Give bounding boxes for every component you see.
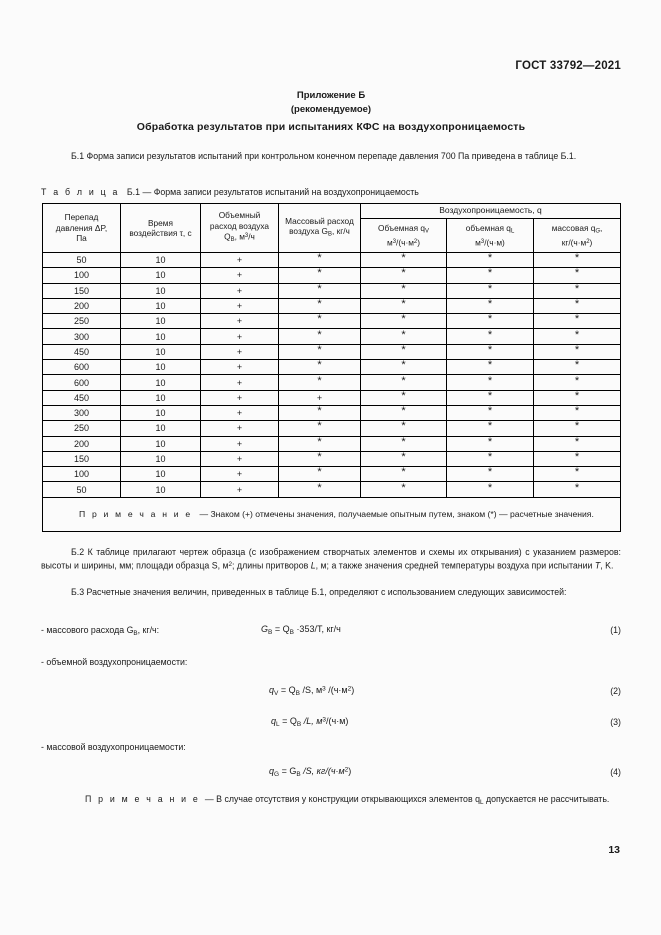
cell-volume-flow: +: [201, 421, 279, 436]
table-row: [43, 344, 621, 359]
formula-3: $q_L = Q_В$ /L, $м^3/(ч\cdot м)$: [271, 716, 349, 728]
cell-time: 10: [121, 390, 201, 405]
cell-ql: *: [447, 314, 534, 329]
cell-qv: *: [361, 268, 447, 283]
cell-pressure: 50: [43, 482, 121, 497]
cell-volume-flow: +: [201, 451, 279, 466]
cell-ql: *: [447, 390, 534, 405]
cell-ql: *: [447, 451, 534, 466]
cell-qg: *: [534, 375, 621, 390]
cell-ql: *: [447, 283, 534, 298]
cell-ql: *: [447, 268, 534, 283]
cell-qg: *: [534, 451, 621, 466]
cell-ql: *: [447, 405, 534, 420]
cell-qv: *: [361, 375, 447, 390]
page-number: 13: [608, 844, 620, 856]
formula-lead-3: - массовой воздухопроницаемости:: [41, 742, 186, 752]
header-permeability-group: Воздухопроницаемость, q: [361, 204, 621, 219]
table-row: [43, 451, 621, 466]
table-row: [43, 314, 621, 329]
cell-pressure: 200: [43, 436, 121, 451]
cell-qv: *: [361, 451, 447, 466]
cell-qv: *: [361, 298, 447, 313]
cell-volume-flow: +: [201, 375, 279, 390]
cell-qg: *: [534, 298, 621, 313]
cell-qv: *: [361, 314, 447, 329]
cell-time: 10: [121, 375, 201, 390]
table-row: [43, 253, 621, 268]
table-row: [43, 360, 621, 375]
cell-time: 10: [121, 344, 201, 359]
cell-qv: *: [361, 283, 447, 298]
cell-volume-flow: +: [201, 436, 279, 451]
cell-qv: *: [361, 253, 447, 268]
table-row: [43, 268, 621, 283]
cell-volume-flow: +: [201, 390, 279, 405]
cell-time: 10: [121, 467, 201, 482]
cell-volume-flow: +: [201, 405, 279, 420]
cell-mass-flow: *: [279, 360, 361, 375]
table-row: [43, 405, 621, 420]
cell-pressure: 450: [43, 344, 121, 359]
cell-pressure: 300: [43, 329, 121, 344]
cell-mass-flow: *: [279, 436, 361, 451]
cell-qv: *: [361, 390, 447, 405]
appendix-label: Приложение Б: [296, 90, 366, 101]
cell-volume-flow: +: [201, 298, 279, 313]
table-row: [43, 436, 621, 451]
cell-mass-flow: *: [279, 482, 361, 497]
formula-lead-1: - массового расхода $G_В$, кг/ч:: [41, 625, 160, 637]
page-title: Обработка результатов при испытаниях КФС на воздухопроницаемость: [136, 121, 526, 133]
cell-mass-flow: *: [279, 405, 361, 420]
cell-time: 10: [121, 405, 201, 420]
equation-number-1: (1): [610, 625, 621, 635]
table-caption: [41, 187, 419, 197]
header-volume-flow: Объемный расход воздуха $Q_В$, $м^3/ч$: [201, 204, 279, 253]
cell-mass-flow: *: [279, 253, 361, 268]
table-row: [43, 329, 621, 344]
cell-pressure: 250: [43, 421, 121, 436]
cell-time: 10: [121, 360, 201, 375]
cell-mass-flow: *: [279, 421, 361, 436]
table-row: [43, 298, 621, 313]
cell-qv: *: [361, 344, 447, 359]
results-table: [42, 203, 621, 532]
final-note-label: П р и м е ч а н и е: [85, 794, 201, 804]
cell-volume-flow: +: [201, 482, 279, 497]
table-row: [43, 375, 621, 390]
cell-time: 10: [121, 482, 201, 497]
cell-mass-flow: *: [279, 375, 361, 390]
table-caption-prefix: Т а б л и ц а: [41, 187, 120, 197]
cell-qg: *: [534, 405, 621, 420]
cell-ql: *: [447, 421, 534, 436]
cell-pressure: 50: [43, 253, 121, 268]
header-ql: объемная $q_L$ $м^3/(ч\cdot м)$: [447, 218, 534, 252]
cell-ql: *: [447, 344, 534, 359]
cell-volume-flow: +: [201, 344, 279, 359]
table-body: [43, 253, 621, 498]
cell-time: 10: [121, 421, 201, 436]
table-caption-number: Б.1: [126, 187, 141, 197]
cell-qg: *: [534, 436, 621, 451]
cell-mass-flow: *: [279, 298, 361, 313]
table-row: [43, 283, 621, 298]
cell-time: 10: [121, 436, 201, 451]
cell-volume-flow: +: [201, 314, 279, 329]
table-note-label: П р и м е ч а н и е: [79, 508, 193, 519]
cell-pressure: 100: [43, 467, 121, 482]
table-caption-text: — Форма записи результатов испытаний на воздухопроницаемость: [142, 187, 419, 197]
cell-ql: *: [447, 360, 534, 375]
cell-qg: *: [534, 390, 621, 405]
cell-qv: *: [361, 421, 447, 436]
cell-volume-flow: +: [201, 329, 279, 344]
cell-ql: *: [447, 436, 534, 451]
table-note-row: [43, 497, 621, 531]
paragraph-b1: [41, 150, 621, 163]
cell-time: 10: [121, 314, 201, 329]
cell-time: 10: [121, 268, 201, 283]
table-note: [43, 497, 621, 531]
cell-qg: *: [534, 329, 621, 344]
header-mass-flow: Массовый расход воздуха $G_В$, кг/ч: [279, 204, 361, 253]
cell-qg: *: [534, 314, 621, 329]
cell-mass-flow: *: [279, 314, 361, 329]
cell-qv: *: [361, 405, 447, 420]
cell-mass-flow: *: [279, 344, 361, 359]
header-qv: Объемная $q_V$ $м^3/(ч\cdot м^2)$: [361, 218, 447, 252]
table-row: [43, 390, 621, 405]
cell-pressure: 250: [43, 314, 121, 329]
cell-pressure: 150: [43, 451, 121, 466]
equation-number-2: (2): [610, 686, 621, 696]
table-row: [43, 482, 621, 497]
equation-number-4: (4): [610, 767, 621, 777]
cell-time: 10: [121, 298, 201, 313]
cell-qv: *: [361, 329, 447, 344]
final-note: П р и м е ч а н и е — В случае отсутствия у конструкции открывающихся элементов $q_L$ допускается не рассчитывать.: [85, 794, 610, 806]
cell-pressure: 600: [43, 375, 121, 390]
paragraph-b3-text: Б.3 Расчетные значения величин, приведенных в таблице Б.1, определяют с использованием следующих зависимостей:: [71, 587, 567, 597]
cell-mass-flow: *: [279, 283, 361, 298]
appendix-heading: [41, 89, 621, 117]
table-row: [43, 467, 621, 482]
cell-time: 10: [121, 253, 201, 268]
cell-qg: *: [534, 253, 621, 268]
cell-time: 10: [121, 283, 201, 298]
cell-volume-flow: +: [201, 268, 279, 283]
header-qg: массовая $q_G$, $кг/(ч\cdot м^2)$: [534, 218, 621, 252]
paragraph-b1-text: Б.1 Форма записи результатов испытаний при контрольном конечном перепаде давления 700 Па приведена в таблице Б.1.: [71, 151, 577, 161]
cell-ql: *: [447, 329, 534, 344]
cell-qg: *: [534, 421, 621, 436]
table-row: [43, 421, 621, 436]
formula-lead-2: - объемной воздухопроницаемости:: [41, 657, 188, 667]
standard-header: ГОСТ 33792—2021: [515, 60, 621, 72]
cell-ql: *: [447, 482, 534, 497]
table-note-text: — Знаком (+) отмечены значения, получаемые опытным путем, знаком (*) — расчетные значения.: [199, 508, 594, 519]
cell-qv: *: [361, 360, 447, 375]
cell-qg: *: [534, 344, 621, 359]
paragraph-b3: [41, 586, 621, 599]
cell-mass-flow: +: [279, 390, 361, 405]
cell-ql: *: [447, 253, 534, 268]
cell-time: 10: [121, 329, 201, 344]
cell-volume-flow: +: [201, 467, 279, 482]
formula-1: $G_В = Q_В \cdot 353/T$, кг/ч: [261, 624, 341, 636]
cell-ql: *: [447, 375, 534, 390]
cell-pressure: 300: [43, 405, 121, 420]
cell-mass-flow: *: [279, 329, 361, 344]
cell-volume-flow: +: [201, 283, 279, 298]
header-pressure: Перепад давления ΔP, Па: [43, 204, 121, 253]
cell-qv: *: [361, 467, 447, 482]
cell-qv: *: [361, 482, 447, 497]
cell-qg: *: [534, 482, 621, 497]
header-time: Время воздействия τ, с: [121, 204, 201, 253]
appendix-kind: (рекомендуемое): [290, 104, 372, 115]
cell-mass-flow: *: [279, 268, 361, 283]
cell-qg: *: [534, 268, 621, 283]
cell-mass-flow: *: [279, 467, 361, 482]
formula-2: $q_V = Q_В$ /S, $м^3$ $/(ч\cdot м^2)$: [269, 685, 355, 697]
cell-pressure: 600: [43, 360, 121, 375]
cell-time: 10: [121, 451, 201, 466]
cell-pressure: 450: [43, 390, 121, 405]
cell-pressure: 200: [43, 298, 121, 313]
cell-pressure: 150: [43, 283, 121, 298]
equation-number-3: (3): [610, 717, 621, 727]
cell-qg: *: [534, 360, 621, 375]
cell-mass-flow: *: [279, 451, 361, 466]
cell-ql: *: [447, 467, 534, 482]
cell-volume-flow: +: [201, 360, 279, 375]
cell-qg: *: [534, 467, 621, 482]
table-header-row-1: [43, 204, 621, 219]
formula-4: $q_G = G_В$ /S, $кг/(ч\cdot м^2)$: [269, 766, 352, 778]
cell-pressure: 100: [43, 268, 121, 283]
cell-qg: *: [534, 283, 621, 298]
cell-qv: *: [361, 436, 447, 451]
cell-volume-flow: +: [201, 253, 279, 268]
paragraph-b2: Б.2 К таблице прилагают чертеж образца (с изображением створчатых элементов и схемы их открывания) с указанием размеров: высоты и ширины, мм; площади образца S, $м^2$; длины притворов L, м; а также значения средней температуры воздуха при испытании T, K.: [41, 547, 621, 571]
cell-ql: *: [447, 298, 534, 313]
